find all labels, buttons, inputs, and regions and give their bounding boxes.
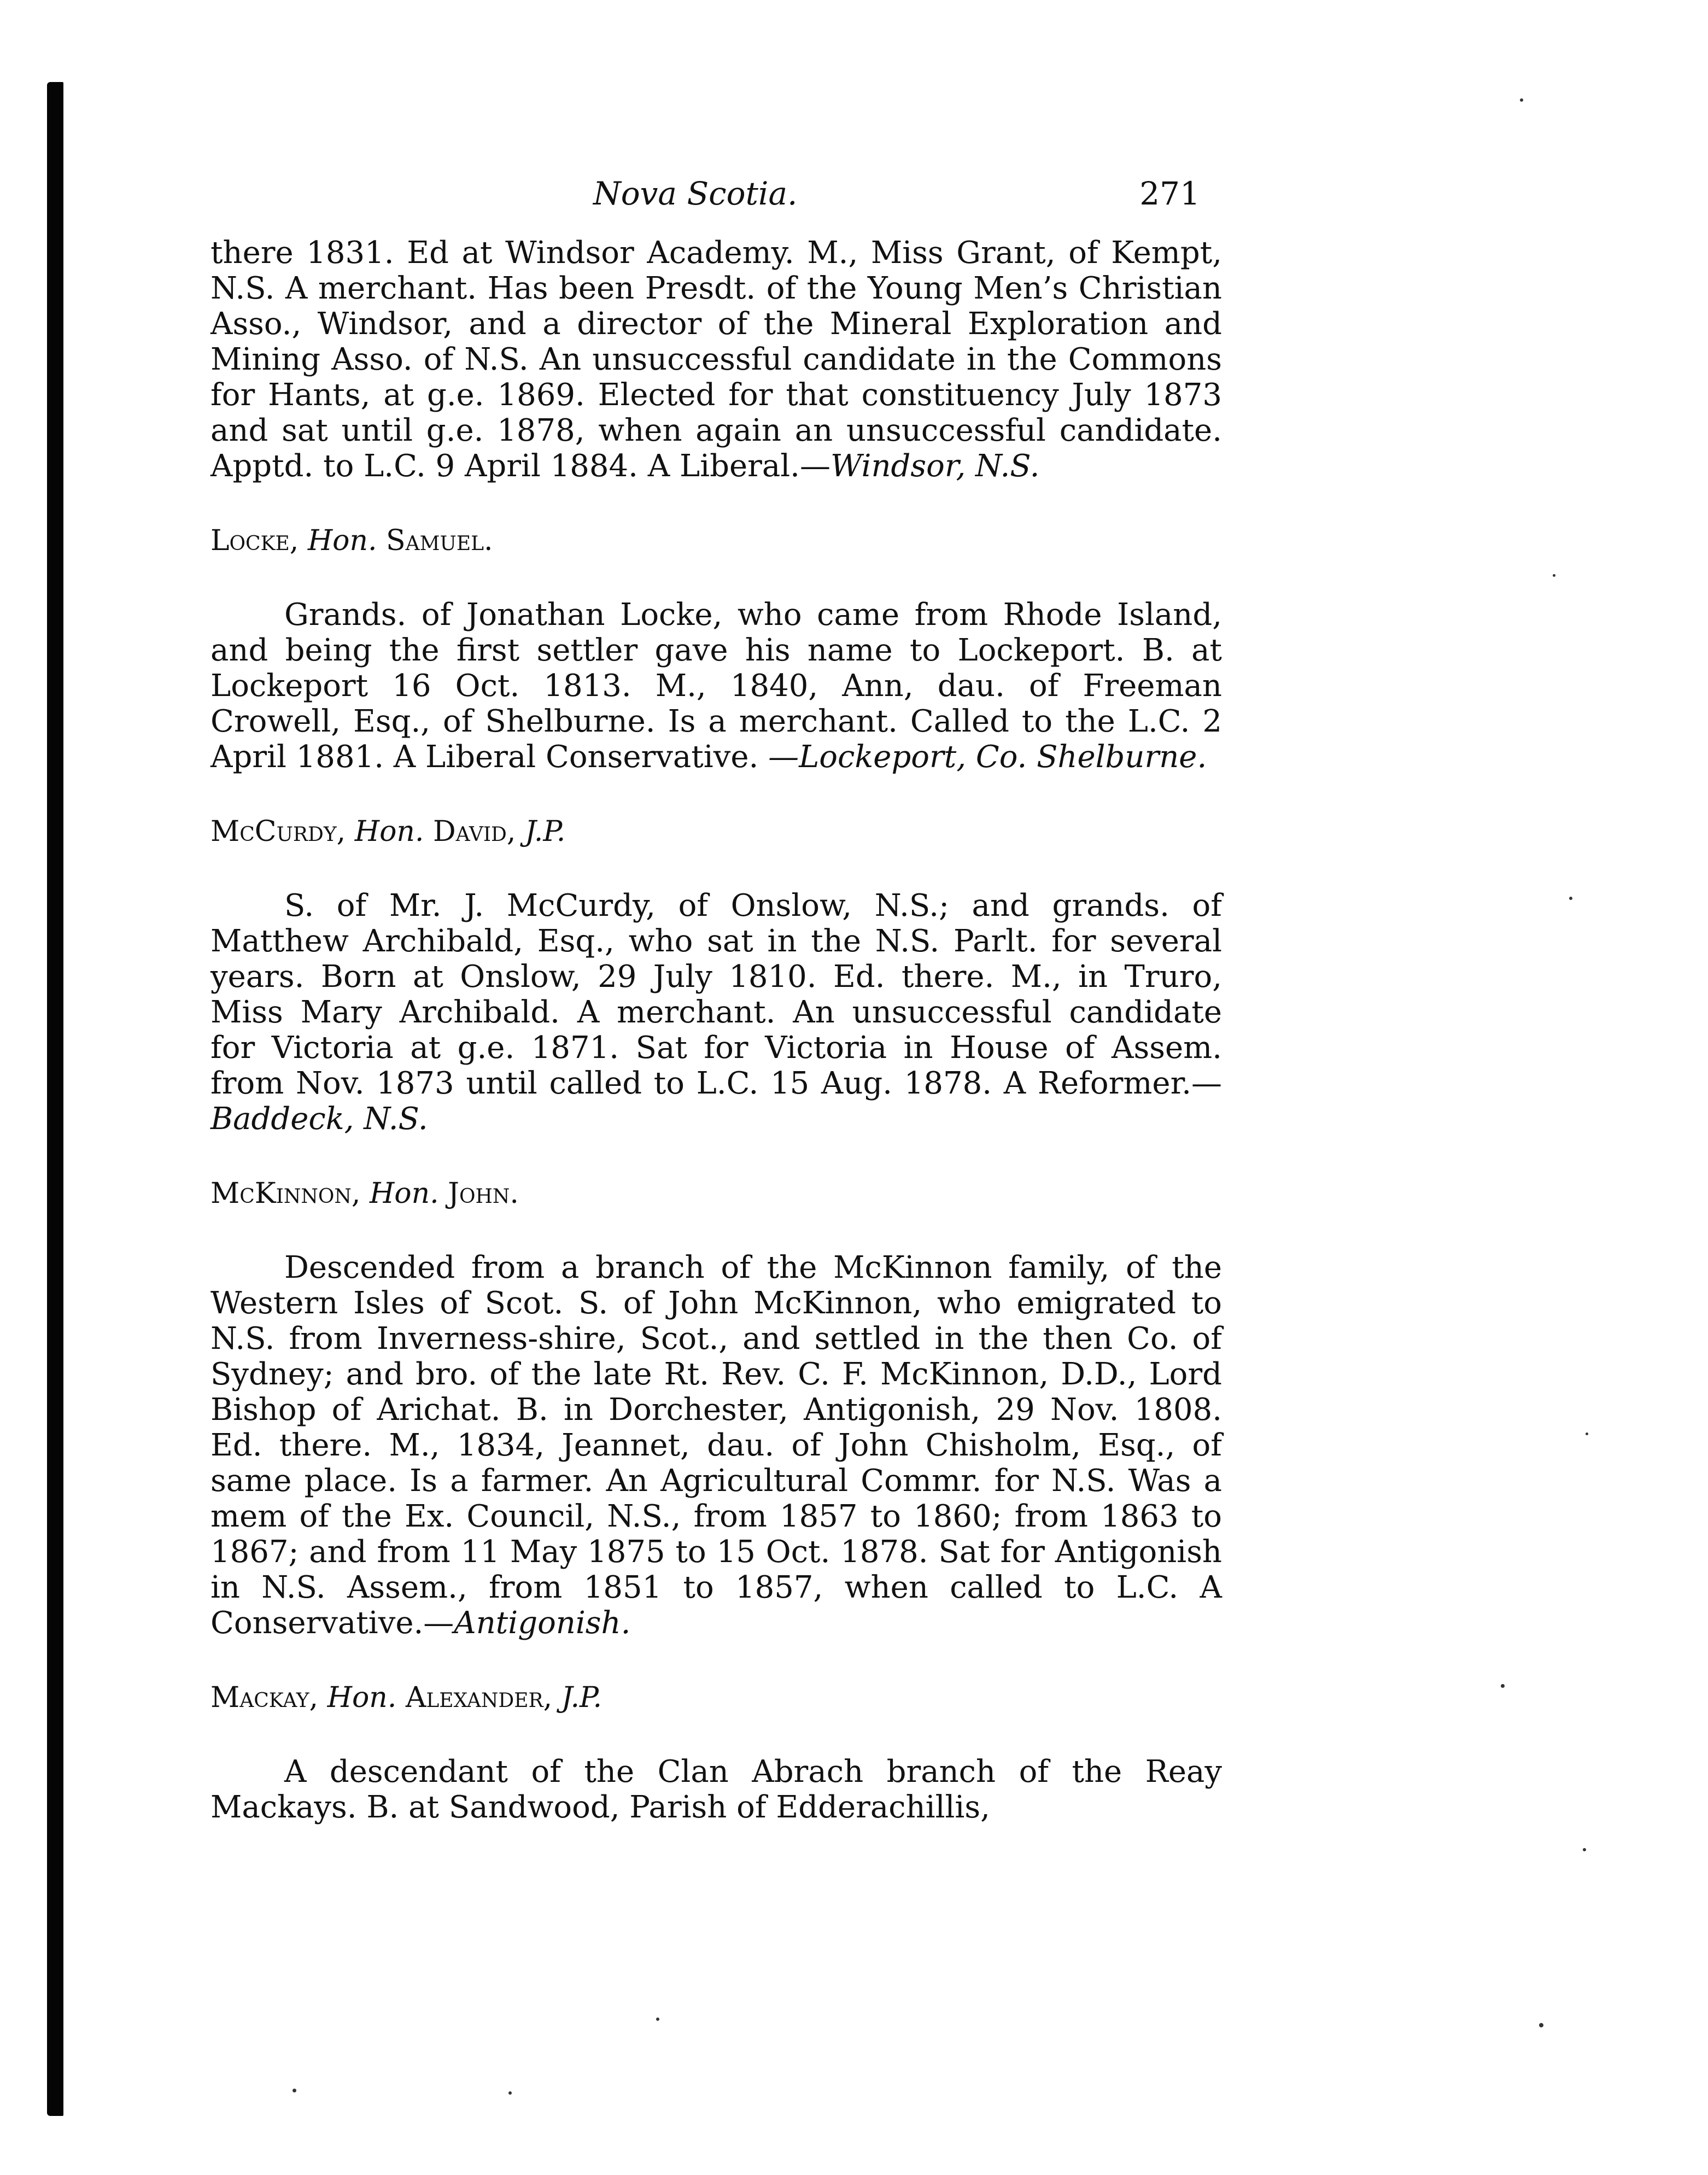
entry-given-name: Samuel. xyxy=(386,524,493,557)
entry-surname: McCurdy, xyxy=(210,815,346,848)
entry-suffix: J.P. xyxy=(561,1681,603,1714)
scan-speck xyxy=(1569,897,1572,900)
page-number: 271 xyxy=(1139,175,1200,212)
residence: Windsor, N.S. xyxy=(830,448,1040,484)
continued-entry-text xyxy=(210,235,1222,484)
scan-speck xyxy=(293,2089,296,2092)
entry-suffix: J.P. xyxy=(524,815,566,848)
entry-surname: Locke, xyxy=(210,524,299,557)
entry-body-text: Descended from a branch of the McKinnon family, of the Western Isles of Scot. S. of John McKinnon, who emigrated to N.S. from Inverness-shire, Scot., and settled in the then Co. of Sydney; and bro. of the late Rt. Rev. C. F. McKinnon, D.D., Lord Bishop of Arichat. B. in Dorchester, Antigonish, 29 Nov. 1808. Ed. there. M., 1834, Jeannet, dau. of John Chisholm, Esq., of same place. Is a farmer. An Agricultural Commr. for N.S. Was a mem of the Ex. Council, N.S., from 1857 to 1860; from 1863 to 1867; and from 11 May 1875 to 15 Oct. 1878. Sat for Antigonish in N.S. Assem., from 1851 to 1857, when called to L.C. A Conservative.— xyxy=(210,1250,1222,1641)
entry-body-text: there 1831. Ed at Windsor Academy. M., Miss Grant, of Kempt, N.S. A merchant. Has been Presdt. of the Young Men’s Christian Asso., Windsor, and a director of the Mineral Exploration and Mining Asso. of N.S. An unsuccessful candidate in the Commons for Hants, at g.e. 1869. Elected for that constituency July 1873 and sat until g.e. 1878, when again an unsuccessful candidate. Apptd. to L.C. 9 April 1884. A Liberal.— xyxy=(210,235,1222,484)
residence: —Lockeport, Co. Shelburne. xyxy=(768,739,1207,775)
residence: Baddeck, N.S. xyxy=(210,1101,428,1137)
binding-edge xyxy=(47,82,63,2116)
scan-speck xyxy=(1501,1684,1505,1688)
scan-speck xyxy=(1583,1848,1586,1851)
entry-title: Hon. xyxy=(327,1681,397,1714)
entry-text-mckinnon xyxy=(210,1250,1222,1641)
entry-body-text: S. of Mr. J. McCurdy, of Onslow, N.S.; and grands. of Matthew Archibald, Esq., who sat in the N.S. Parlt. for several years. Born at Onslow, 29 July 1810. Ed. there. M., in Truro, Miss Mary Archibald. A merchant. An unsuccessful candidate for Victoria at g.e. 1871. Sat for Victoria in House of Assem. from Nov. 1873 until called to L.C. 15 Aug. 1878. A Reformer.— xyxy=(210,888,1222,1101)
scan-speck xyxy=(1553,574,1555,577)
running-head xyxy=(210,175,1222,235)
entry-title: Hon. xyxy=(369,1177,439,1210)
scan-speck xyxy=(508,2091,512,2095)
entry-given-name: David, xyxy=(432,815,516,848)
entry-title: Hon. xyxy=(354,815,424,848)
book-page xyxy=(210,175,1222,1825)
residence: Antigonish. xyxy=(454,1605,631,1641)
scan-speck xyxy=(1586,1433,1588,1435)
running-title: Nova Scotia. xyxy=(593,175,798,212)
entry-surname: McKinnon, xyxy=(210,1177,361,1210)
scan-speck xyxy=(656,2018,659,2021)
entry-body-text: A descendant of the Clan Abrach branch of the Reay Mackays. B. at Sandwood, Parish of Edderachillis, xyxy=(210,1754,1222,1825)
entry-text-locke xyxy=(210,597,1222,775)
entry-given-name: Alexander, xyxy=(405,1681,553,1714)
entry-heading-mckinnon xyxy=(210,1176,1222,1212)
scan-speck xyxy=(1520,98,1523,102)
entry-text-mackay xyxy=(210,1754,1222,1825)
entry-heading-mackay xyxy=(210,1680,1222,1716)
entry-surname: Mackay, xyxy=(210,1681,319,1714)
entry-text-mccurdy xyxy=(210,888,1222,1137)
entry-given-name: John. xyxy=(448,1177,519,1210)
entry-body-text: Grands. of Jonathan Locke, who came from Rhode Island, and being the first settler gave his name to Lockeport. B. at Lockeport 16 Oct. 1813. M., 1840, Ann, dau. of Freeman Crowell, Esq., of Shelburne. Is a merchant. Called to the L.C. 2 April 1881. A Liberal Conservative. xyxy=(210,597,1222,775)
scan-speck xyxy=(1539,2023,1543,2027)
entry-title: Hon. xyxy=(307,524,377,557)
entry-heading-locke xyxy=(210,523,1222,559)
entry-heading-mccurdy xyxy=(210,814,1222,850)
